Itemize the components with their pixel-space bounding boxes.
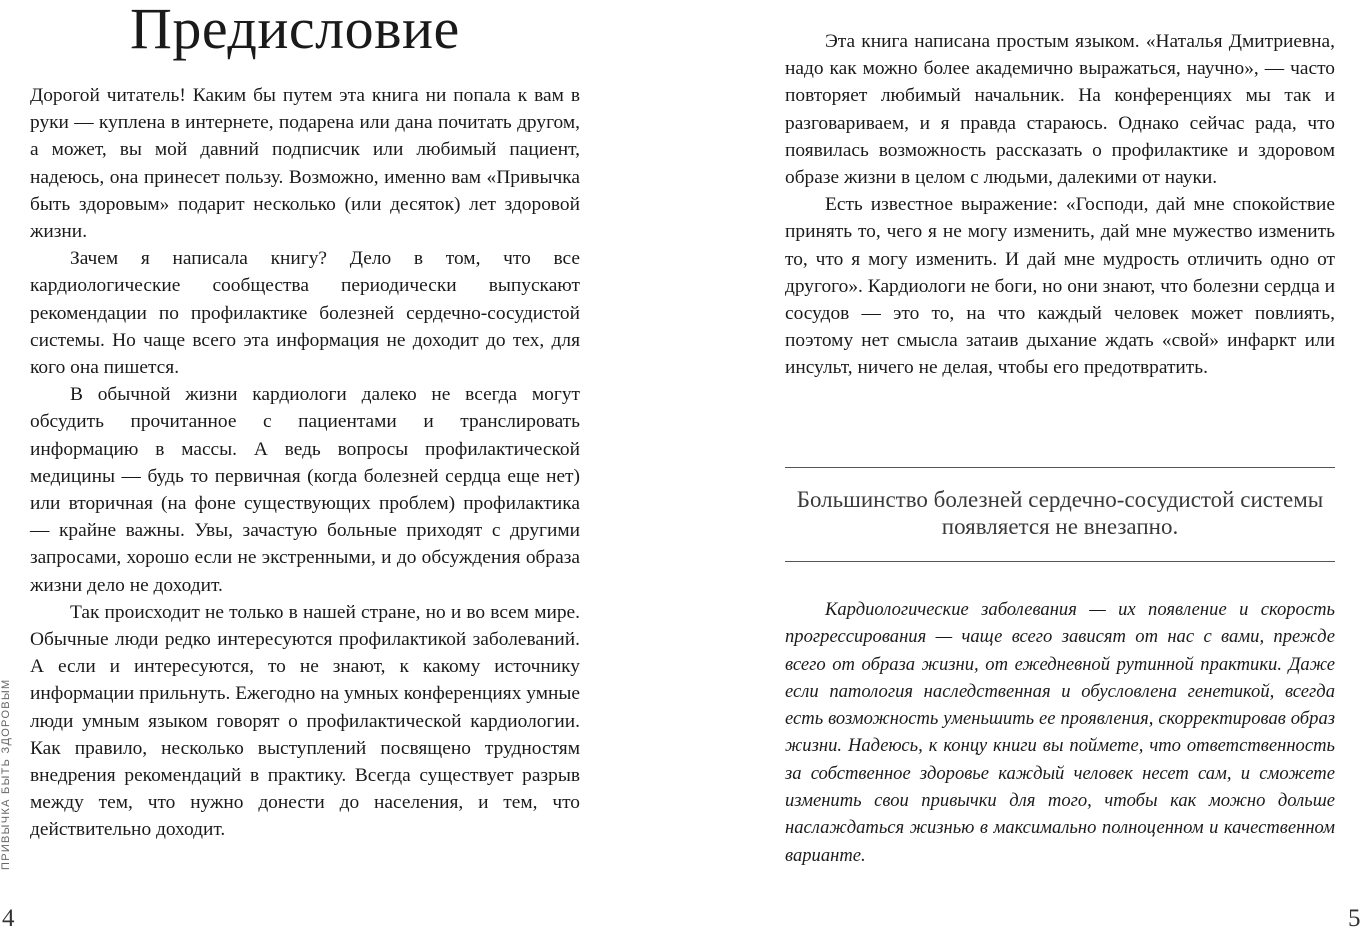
right-body-text bbox=[785, 28, 1335, 382]
pull-quote: Большинство болезней сердечно-сосудистой системы появляется не внезапно. bbox=[796, 487, 1324, 539]
paragraph: Дорогой читатель! Каким бы путем эта книга ни попала к вам в руки — куплена в интернете, подарена или дана почитать другом, а может, вы мой давний подписчик или любимый пациент, надеюсь, она принесет пользу. Возможно, именно вам «Привычка быть здоровым» подарит несколько (или десяток) лет здоровой жизни. bbox=[30, 85, 580, 243]
paragraph: Зачем я написала книгу? Дело в том, что все кардиологические сообщества периодически выпускают рекомендации по профилактике болезней сердечно-сосудистой системы. Но чаще всего эта информация не доходит до тех, для кого она пишется. bbox=[30, 248, 580, 379]
left-body-text bbox=[30, 82, 580, 844]
running-head: ПРИВЫЧКА БЫТЬ ЗДОРОВЫМ bbox=[0, 678, 12, 870]
paragraph: Есть известное выражение: «Господи, дай мне спокойствие принять то, чего я не могу изменить, дай мне мужество изменить то, что я могу изменить. И дай мне мудрость отличить одно от другого». Кардиологи не боги, но они знают, что болезни сердца и сосудов — это то, на что каждый человек может повлиять, поэтому нет смысла затаив дыхание ждать «свой» инфаркт или инсульт, ничего не делая, чтобы его предотвратить. bbox=[785, 194, 1335, 379]
page-number-left: 4 bbox=[2, 905, 15, 932]
paragraph: Так происходит не только в нашей стране, но и во всем мире. Обычные люди редко интересуются профилактикой заболеваний. А если и интересуются, то не знают, к какому источнику информации прильнуть. Ежегодно на умных конференциях умные люди умным языком говорят о профилактической кардиологии. Как правило, несколько выступлений посвящено трудностям внедрения рекомендаций в практику. Всегда существует разрыв между тем, что нужно донести до населения, и тем, что действительно доходит. bbox=[30, 601, 580, 841]
right-page bbox=[681, 0, 1363, 935]
paragraph: Эта книга написана простым языком. «Наталья Дмитриевна, надо как можно более академично выражаться, научно», — часто повторяет любимый начальник. На конференциях мы так и разговариваем, и я правда стараюсь. Однако сейчас рада, что появилась возможность рассказать о профилактике и здоровом образе жизни в целом с людьми, далекими от науки. bbox=[785, 31, 1335, 189]
pull-quote-bottom-rule bbox=[785, 561, 1335, 562]
paragraph: В обычной жизни кардиологи далеко не всегда могут обсудить прочитанное с пациентами и транслировать информацию в массы. А ведь вопросы профилактической медицины — будь то первичная (когда болезней сердца еще нет) или вторичная (на фоне существующих проблем) профилактика — крайне важны. Увы, зачастую больные приходят с другими запросами, хорошо если не экстренными, и до обсуждения образа жизни дело не доходит. bbox=[30, 384, 580, 596]
italic-paragraph: Кардиологические заболевания — их появление и скорость прогрессирования — чаще всего зависят от нас с вами, прежде всего от образа жизни, от ежедневной рутинной практики. Даже если патология наследственная и обусловлена генетикой, всегда есть возможность уменьшить ее проявления, скорректировав образ жизни. Надеюсь, к концу книги вы поймете, что ответственность за собственное здоровье каждый человек несет сам, и сможете изменить свои привычки для того, чтобы как можно дольше наслаждаться жизнью в максимально полноценном и качественном варианте. bbox=[785, 599, 1335, 866]
pull-quote-top-rule bbox=[785, 467, 1335, 468]
page-number-right: 5 bbox=[1348, 905, 1361, 932]
left-page bbox=[0, 0, 680, 935]
chapter-title: Предисловие bbox=[130, 0, 460, 61]
